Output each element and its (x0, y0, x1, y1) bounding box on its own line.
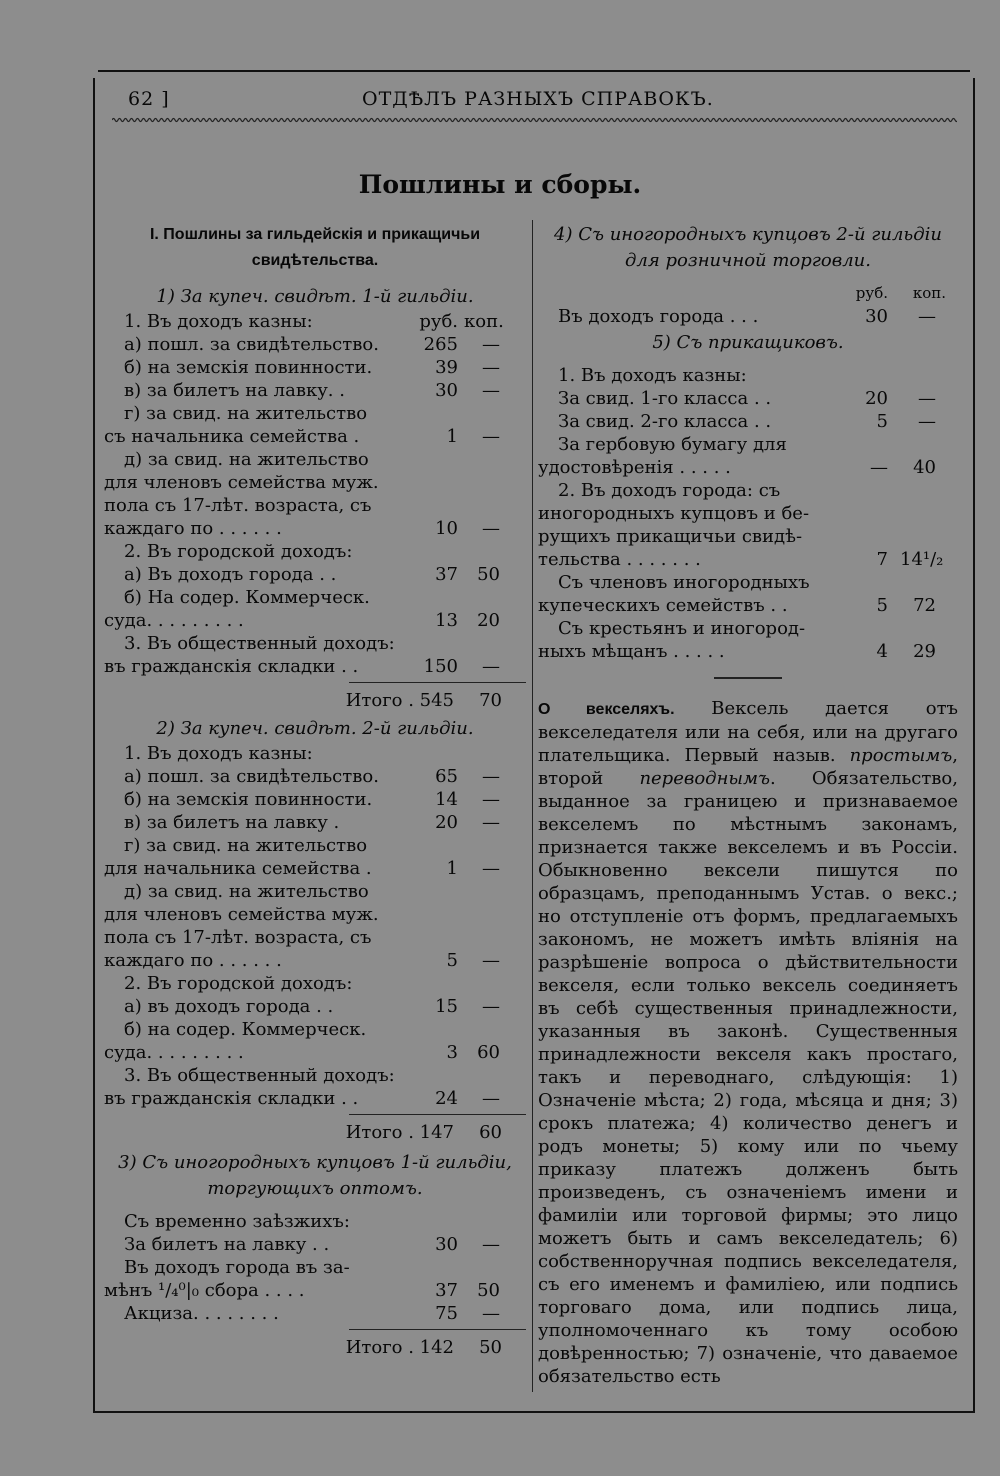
ledger-line (104, 1018, 526, 1041)
amount-kop: — (918, 388, 936, 409)
line-text: 2. Въ доходъ города: съ (558, 480, 781, 501)
ledger-line (104, 540, 526, 563)
line-text: в) за билетъ на лавку . (124, 812, 340, 833)
subsection-1-total (104, 689, 526, 712)
ledger-line (104, 949, 526, 972)
ledger-line (104, 632, 526, 655)
amount-rub: 5 (876, 411, 888, 432)
ledger-line (104, 1233, 526, 1256)
veksel-lead: О векселяхъ. (538, 701, 675, 718)
section-dash (714, 677, 782, 679)
ledger-line (104, 926, 526, 949)
amount-rub: 15 (435, 996, 458, 1017)
ledger-line (104, 448, 526, 471)
ledger-line (104, 1064, 526, 1087)
total-label: Итого . 142 (345, 1337, 454, 1358)
subsection-1-heading: 1) За купеч. свидѣт. 1-й гильдіи. (156, 286, 474, 307)
ledger-line (104, 563, 526, 586)
wavy-rule (112, 116, 957, 124)
ledger-line (104, 995, 526, 1018)
line-text: в) за билетъ на лавку. . (124, 380, 345, 401)
total-kop: 70 (479, 690, 502, 711)
line-text: 2. Въ городской доходъ: (124, 973, 353, 994)
total-label: Итого . 147 (345, 1122, 454, 1143)
line-text: 1. Въ доходъ казны: (124, 743, 313, 764)
amount-rub: 10 (435, 518, 458, 539)
line-text: За гербовую бумагу для (558, 434, 787, 455)
line-text: Съ членовъ иногородныхъ (558, 572, 810, 593)
amount-kop: 40 (913, 457, 936, 478)
amount-rub: 265 (423, 334, 458, 355)
amount-kop: — (482, 766, 500, 787)
line-text: для членовъ семейства муж. (104, 472, 379, 493)
line-text: ныхъ мѣщанъ . . . . . (538, 641, 725, 662)
ledger-line (538, 364, 958, 387)
amount-rub: 20 (865, 388, 888, 409)
line-text: д) за свид. на жительство (124, 449, 369, 470)
ledger-line (538, 410, 958, 433)
ledger-line (104, 834, 526, 857)
ledger-line (104, 1210, 526, 1233)
amount-rub: 13 (435, 610, 458, 631)
line-text: Акциза. . . . . . . . (124, 1303, 279, 1324)
ledger-line (104, 471, 526, 494)
line-text: суда. . . . . . . . . (104, 610, 244, 631)
amount-kop: — (482, 812, 500, 833)
line-text: д) за свид. на жительство (124, 881, 369, 902)
line-text: За свид. 1-го класса . . (558, 388, 772, 409)
units-rub: руб. (855, 284, 888, 302)
amount-kop: — (482, 858, 500, 879)
line-text: а) пошл. за свидѣтельство. (124, 334, 379, 355)
amount-kop: 60 (477, 1042, 500, 1063)
ledger-line (104, 1302, 526, 1325)
total-rule (349, 1329, 526, 1330)
ledger-line (104, 880, 526, 903)
amount-rub: 65 (435, 766, 458, 787)
ledger-line (538, 433, 958, 456)
line-text: для начальника семейства . (104, 858, 372, 879)
amount-kop: 20 (477, 610, 500, 631)
ledger-line (104, 379, 526, 402)
amount-rub: 37 (435, 564, 458, 585)
amount-kop: — (482, 1303, 500, 1324)
line-text: 1. Въ доходъ казны: (558, 365, 747, 386)
amount-rub: 1 (446, 858, 458, 879)
ledger-line (538, 640, 958, 663)
amount-rub: 4 (876, 641, 888, 662)
total-kop: 60 (479, 1122, 502, 1143)
subsection-4-lines (538, 305, 958, 328)
amount-kop: — (482, 357, 500, 378)
line-text: тельства . . . . . . . (538, 549, 701, 570)
ledger-line (538, 456, 958, 479)
amount-kop: — (482, 380, 500, 401)
subsection-3-heading: 3) Съ иногородныхъ купцовъ 1-й гильдіи, торгующихъ оптомъ. (118, 1152, 512, 1199)
ledger-line (104, 402, 526, 425)
amount-kop: — (482, 996, 500, 1017)
ledger-line (104, 356, 526, 379)
line-text: За билетъ на лавку . . (124, 1234, 330, 1255)
ledger-line (538, 617, 958, 640)
section-heading: I. Пошлины за гильдейскія и прикащичьи свидѣтельства. (149, 226, 481, 269)
amount-kop: 14¹/₂ (900, 549, 944, 570)
line-text: а) пошл. за свидѣтельство. (124, 766, 379, 787)
total-label: Итого . 545 (345, 690, 454, 711)
line-text: каждаго по . . . . . . (104, 950, 282, 971)
ledger-line (104, 655, 526, 678)
line-text: съ начальника семейства . (104, 426, 360, 447)
running-header (98, 88, 970, 112)
line-text: 2. Въ городской доходъ: (124, 541, 353, 562)
ledger-line (104, 517, 526, 540)
amount-rub: 75 (435, 1303, 458, 1324)
amount-rub: 30 (865, 306, 888, 327)
amount-rub: 7 (876, 549, 888, 570)
ledger-line (538, 387, 958, 410)
line-text: пола съ 17-лѣт. возраста, съ (104, 927, 372, 948)
amount-kop: 72 (913, 595, 936, 616)
amount-kop: коп. (464, 311, 504, 332)
ledger-line (104, 333, 526, 356)
amount-kop: — (482, 518, 500, 539)
total-kop: 50 (479, 1337, 502, 1358)
ledger-line (104, 1041, 526, 1064)
amount-rub: 3 (446, 1042, 458, 1063)
amount-rub: 20 (435, 812, 458, 833)
running-title: ОТДѢЛЪ РАЗНЫХЪ СПРАВОКЪ. (362, 88, 714, 110)
line-text: мѣнъ ¹/₄⁰|₀ сбора . . . . (104, 1280, 305, 1301)
veksel-paragraph: О векселяхъ. Вексель дается отъ векселедателя или на себя, или на другаго плательщика. Первый назыв. простымъ, второй переводнымъ. Обязательство, выданное за границею и признаваемое векселемъ по мѣстнымъ законамъ, признается также векселемъ и въ Россіи. Обыкновенно вексели пишутся по образцамъ, преподаннымъ Устав. о векс.; но отступленіе отъ формъ, предлагаемыхъ закономъ, не можетъ имѣть вліянія на разрѣшеніе вопроса о дѣйствительности векселя, если только вексель соединяетъ въ себѣ существенныя принадлежности, указанныя въ законѣ. Существенныя принадлежности векселя какъ простаго, такъ и переводнаго, слѣдующія: 1) Означеніе мѣста; 2) года, мѣсяца и дня; 3) срокъ платежа; 4) количество денегъ и родъ монеты; 5) кому или по чьему приказу платежъ долженъ быть произведенъ, съ означеніемъ имени и фамиліи или торговой фирмы; это лицо можетъ быть и самъ векселедатель; 6) собственноручная подпись векселедателя, съ его именемъ и фамиліею, или подпись торговаго дома, или подпись лица, уполномоченнаго къ тому особою довѣренностью; 7) означеніе, что даваемое обязательство есть (538, 698, 958, 1387)
line-text: для членовъ семейства муж. (104, 904, 379, 925)
ledger-line (104, 742, 526, 765)
units-header (538, 282, 958, 305)
subsection-2-heading: 2) За купеч. свидѣт. 2-й гильдіи. (156, 718, 474, 739)
ledger-line (104, 494, 526, 517)
line-text: суда. . . . . . . . . (104, 1042, 244, 1063)
amount-kop: — (482, 656, 500, 677)
subsection-2-lines (104, 742, 526, 1110)
ledger-line (104, 609, 526, 632)
amount-rub: 5 (876, 595, 888, 616)
amount-kop: 50 (477, 1280, 500, 1301)
amount-kop: — (918, 306, 936, 327)
amount-rub: 30 (435, 380, 458, 401)
amount-kop: — (482, 789, 500, 810)
total-rule (349, 1114, 526, 1115)
subsection-2-total (104, 1121, 526, 1144)
ledger-line (104, 857, 526, 880)
line-text: б) На содер. Коммерческ. (124, 587, 370, 608)
amount-rub: 30 (435, 1234, 458, 1255)
total-rule (349, 682, 526, 683)
line-text: пола съ 17-лѣт. возраста, съ (104, 495, 372, 516)
line-text: 3. Въ общественный доходъ: (124, 1065, 395, 1086)
line-text: б) на земскія повинности. (124, 789, 373, 810)
line-text: 1. Въ доходъ казны: (124, 311, 313, 332)
line-text: Съ крестьянъ и иногород- (558, 618, 806, 639)
subsection-5-lines (538, 364, 958, 663)
ledger-line (104, 425, 526, 448)
amount-rub: 24 (435, 1088, 458, 1109)
line-text: б) на земскія повинности. (124, 357, 373, 378)
amount-kop: — (482, 1088, 500, 1109)
page-number: 62 ] (128, 88, 170, 110)
line-text: За свид. 2-го класса . . (558, 411, 772, 432)
ledger-line (104, 1256, 526, 1279)
amount-rub: 5 (446, 950, 458, 971)
line-text: а) въ доходъ города . . (124, 996, 334, 1017)
ledger-line (538, 594, 958, 617)
right-column (538, 222, 958, 1388)
left-column (104, 222, 526, 1359)
ledger-line (104, 586, 526, 609)
line-text: удостовѣренія . . . . . (538, 457, 731, 478)
line-text: въ гражданскія складки . . (104, 656, 359, 677)
ledger-line (538, 479, 958, 502)
line-text: г) за свид. на жительство (124, 835, 368, 856)
subsection-1-lines (104, 310, 526, 678)
subsection-3-total (104, 1336, 526, 1359)
line-text: каждаго по . . . . . . (104, 518, 282, 539)
line-text: Съ временно заѣзжихъ: (124, 1211, 350, 1232)
ledger-line (104, 765, 526, 788)
amount-kop: — (918, 411, 936, 432)
ledger-line (538, 571, 958, 594)
subsection-3-lines (104, 1210, 526, 1325)
subsection-5-heading: 5) Съ прикащиковъ. (652, 332, 844, 353)
amount-kop: — (482, 426, 500, 447)
ledger-line (538, 548, 958, 571)
amount-rub: — (870, 457, 888, 478)
line-text: купеческихъ семействъ . . (538, 595, 788, 616)
ledger-line (538, 305, 958, 328)
amount-kop: 29 (913, 641, 936, 662)
amount-rub: 37 (435, 1280, 458, 1301)
column-divider (532, 220, 533, 1392)
amount-rub: 39 (435, 357, 458, 378)
amount-rub: 150 (423, 656, 458, 677)
line-text: Въ доходъ города въ за- (124, 1257, 350, 1278)
ledger-line (104, 1279, 526, 1302)
units-kop: коп. (912, 284, 946, 302)
line-text: б) на содер. Коммерческ. (124, 1019, 367, 1040)
line-text: Въ доходъ города . . . (558, 306, 759, 327)
line-text: г) за свид. на жительство (124, 403, 368, 424)
line-text: въ гражданскія складки . . (104, 1088, 359, 1109)
ledger-line (104, 788, 526, 811)
top-rule (98, 70, 970, 72)
ledger-line (538, 502, 958, 525)
amount-rub: 1 (446, 426, 458, 447)
ledger-line (104, 903, 526, 926)
amount-rub: 14 (435, 789, 458, 810)
amount-kop: — (482, 1234, 500, 1255)
page-title: Пошлины и сборы. (358, 170, 642, 199)
line-text: иногородныхъ купцовъ и бе- (538, 503, 810, 524)
line-text: а) Въ доходъ города . . (124, 564, 337, 585)
line-text: рущихъ прикащичьи свидѣ- (538, 526, 803, 547)
ledger-line (104, 811, 526, 834)
ledger-line (104, 972, 526, 995)
line-text: 3. Въ общественный доходъ: (124, 633, 395, 654)
ledger-line (104, 1087, 526, 1110)
ledger-line (104, 310, 526, 333)
amount-kop: 50 (477, 564, 500, 585)
amount-rub: руб. (419, 311, 458, 332)
ledger-line (538, 525, 958, 548)
amount-kop: — (482, 334, 500, 355)
subsection-4-heading: 4) Съ иногородныхъ купцовъ 2-й гильдіи для розничной торговли. (554, 224, 942, 271)
amount-kop: — (482, 950, 500, 971)
